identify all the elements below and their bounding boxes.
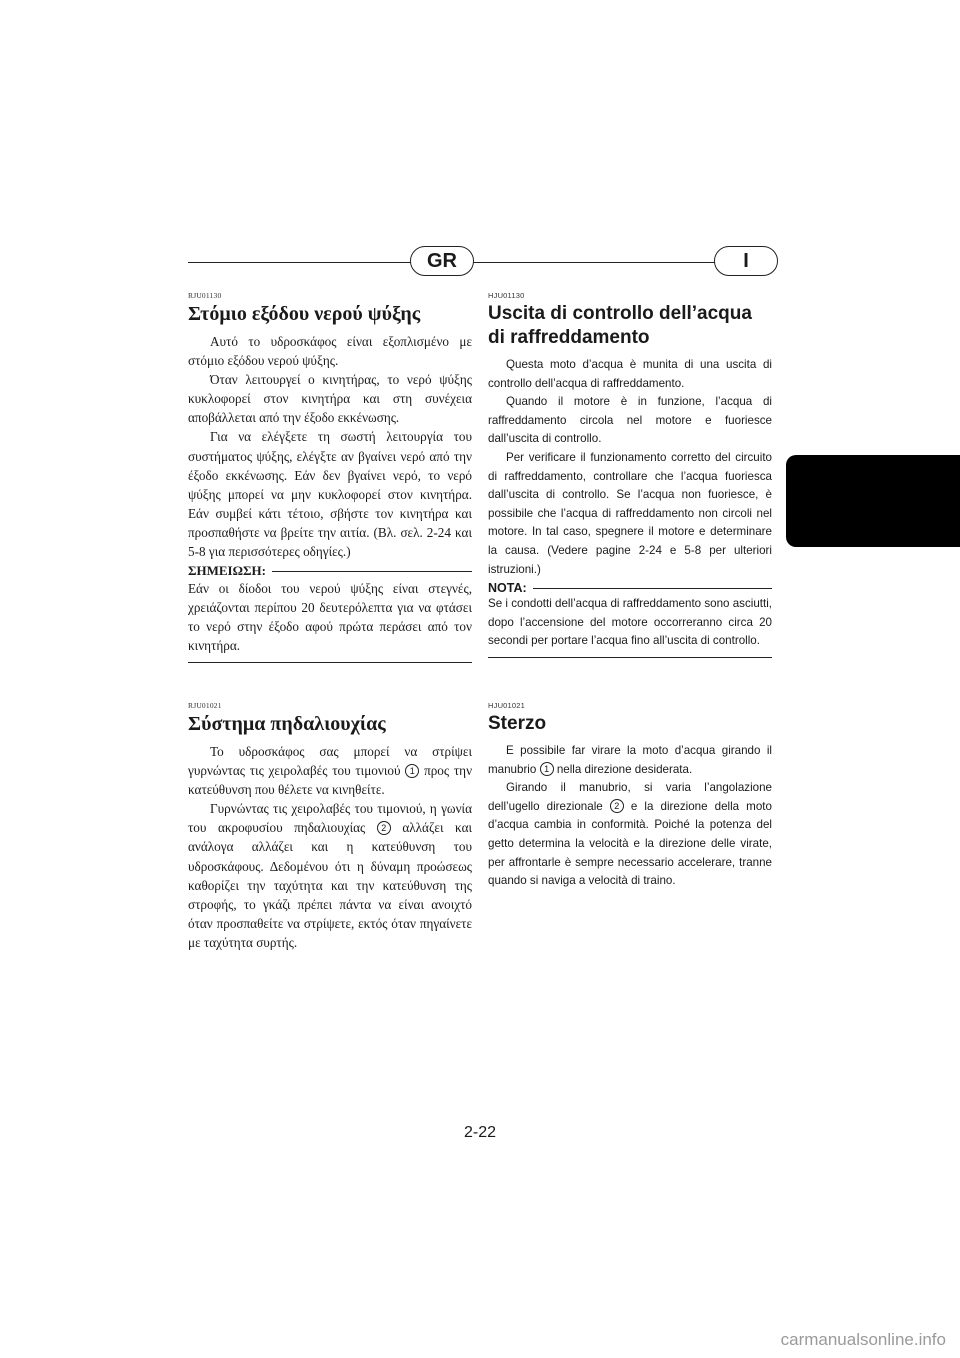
callout-2-icon: 2 bbox=[610, 799, 624, 813]
paragraph bbox=[488, 742, 772, 779]
section-code: HJU01021 bbox=[488, 701, 526, 710]
paragraph: Quando il motore è in funzione, l’acqua di raffreddamento circola nel motore e fuoriesce dall’uscita di controllo. bbox=[488, 395, 772, 446]
callout-1-icon: 1 bbox=[540, 762, 554, 776]
chapter-side-tab-edge bbox=[810, 455, 960, 547]
paragraph: Αυτό το υδροσκάφος είναι εξοπλισμένο με στόμιο εξόδου νερού ψύξης. bbox=[188, 334, 472, 369]
section-it-cooling-water bbox=[488, 291, 772, 658]
paragraph: Questa moto d’acqua è munita di una uscita di controllo dell’acqua di raffreddamento. bbox=[488, 358, 772, 390]
watermark: carmanualsonline.info bbox=[780, 1330, 946, 1349]
callout-1-icon: 1 bbox=[405, 764, 419, 778]
section-title: Στόμιο εξόδου νερού ψύξης bbox=[188, 303, 421, 325]
note-label: ΣΗΜΕΙΩΣΗ: bbox=[188, 563, 266, 579]
paragraph-text: nella direzione desiderata. bbox=[556, 762, 693, 776]
paragraph bbox=[188, 742, 472, 799]
paragraph-text: προς την κατεύθυνση που θέλετε να κινηθείτε. bbox=[188, 763, 473, 798]
paragraph-text: Το υδροσκάφος σας μπορεί να στρίψει γυρνώντας τις χειρολαβές του τιμονιού bbox=[188, 744, 472, 779]
paragraph: Για να ελέγξετε τη σωστή λειτουργία του συστήματος ψύξης, ελέγξτε αν βγαίνει νερό από την έξοδο εκκένωσης. Εάν δεν βγαίνει νερό, το νερό ψύξης μπορεί να μην κυκλοφορεί στον κινητήρα. Εάν συμβεί κάτι τέτοιο, σβήστε τον κινητήρα και προσπαθήστε να βρείτε την αιτία. (Βλ. σελ. 2-24 και 5-8 για περισσότερες οδηγίες.) bbox=[188, 429, 472, 560]
section-title: Sterzo bbox=[488, 713, 547, 734]
language-tab-i: I bbox=[714, 246, 778, 276]
note-text: Εάν οι δίοδοι του νερού ψύξης είναι στεγνές, χρειάζονται περίπου 20 δευτερόλεπτα για να φτάσει το νερό στην έξοδο αφού πρώτα περάσει από τον κινητήρα. bbox=[188, 581, 472, 654]
header-rule bbox=[188, 262, 774, 263]
section-code: RJU01130 bbox=[188, 291, 222, 300]
paragraph bbox=[188, 799, 472, 952]
note-header bbox=[188, 563, 472, 579]
note-end-rule bbox=[188, 662, 472, 663]
paragraph bbox=[488, 779, 772, 891]
note-header bbox=[488, 581, 772, 595]
section-it-steering bbox=[488, 701, 772, 891]
callout-2-icon: 2 bbox=[377, 821, 391, 835]
section-title: Uscita di controllo dell’acqua di raffreddamento bbox=[488, 303, 752, 348]
note-label: NOTA: bbox=[488, 581, 527, 596]
section-gr-steering bbox=[188, 701, 472, 952]
note-end-rule bbox=[488, 657, 772, 658]
note-text: Se i condotti dell’acqua di raffreddamento sono asciutti, dopo l’accensione del motore occorreranno circa 20 secondi per portare l’acqua fino all’uscita di controllo. bbox=[488, 597, 773, 648]
paragraph-text: αλλάζει και ανάλογα αλλάζει και η κατεύθυνση του υδροσκάφους. Δεδομένου ότι η δύναμη προώσεως καθορίζει την ταχύτητα και την κατεύθυνση της στροφής, το γκάζι πρέπει πάντα να είναι ανοιχτό όταν προσπαθείτε να στρίψετε, εκτός όταν πηγαίνετε με ταχύτητα συρτής. bbox=[188, 820, 473, 950]
section-code: HJU01130 bbox=[488, 291, 525, 300]
note-rule bbox=[533, 588, 772, 589]
paragraph-text: e la direzione della moto d’acqua cambia in conformità. Poiché la potenza del getto determina la velocità e la direzione delle virate, per affrontarle è sempre necessario accelerare, tranne quando si naviga a velocità di traino. bbox=[488, 799, 772, 888]
note-rule bbox=[272, 571, 472, 572]
language-tab-gr: GR bbox=[410, 246, 474, 276]
section-code: RJU01021 bbox=[188, 701, 222, 710]
paragraph-text: E possibile far virare la moto d’acqua girando il manubrio bbox=[488, 744, 772, 776]
paragraph-text: Γυρνώντας τις χειρολαβές του τιμονιού, η γωνία του ακροφυσίου πηδαλιουχίας bbox=[188, 801, 472, 836]
section-gr-cooling-water bbox=[188, 291, 472, 663]
page-number: 2-22 bbox=[463, 1124, 497, 1141]
paragraph: Όταν λειτουργεί ο κινητήρας, το νερό ψύξης κυκλοφορεί στον κινητήρα και στη συνέχεια αποβάλλεται από την έξοδο εκκένωσης. bbox=[188, 372, 472, 426]
section-title: Σύστημα πηδαλιουχίας bbox=[188, 713, 386, 735]
paragraph: Per verificare il funzionamento corretto del circuito di raffreddamento, controllare che l’acqua fuoriesca dall’uscita di controllo. Se l’acqua non fuoriesce, è possibile che l’acqua di raffreddamento non circoli nel motore. In tal caso, spegnere il motore e determinare la causa. (Vedere pagine 2-24 e 5-8 per ulteriori istruzioni.) bbox=[488, 450, 772, 576]
paragraph-text: Girando il manubrio, si varia l’angolazione dell’ugello direzionale bbox=[488, 781, 772, 813]
